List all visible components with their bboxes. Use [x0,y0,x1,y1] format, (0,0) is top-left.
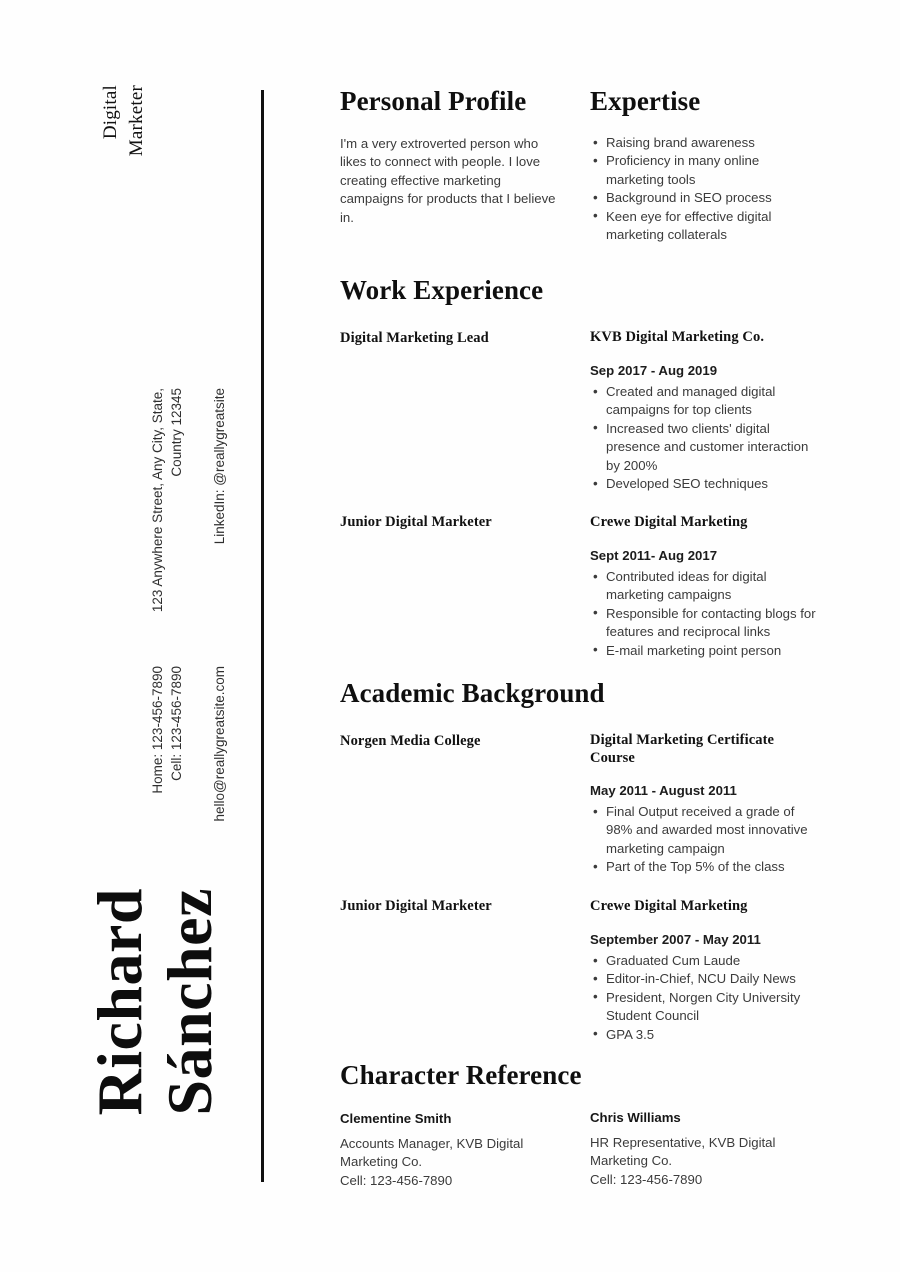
list-item: • Editor-in-Chief, NCU Daily News [606,970,818,988]
expertise-heading: Expertise [590,86,701,116]
work-entry-1-dates: Sep 2017 - Aug 2019 [590,363,718,378]
sidebar [0,0,262,1272]
linkedin-handle[interactable]: LinkedIn: @reallygreatsite [212,388,227,545]
academic-entry-detail [590,897,818,1044]
phone-home[interactable]: Home: 123-456-7890 [150,666,165,794]
list-item: • E-mail marketing point person [606,642,818,660]
name-first: Richard [84,888,155,1116]
work-entry-2-company: Crewe Digital Marketing [590,514,748,530]
reference-1-cell: Cell: 123-456-7890 [340,1172,453,1188]
main-content [340,0,900,1272]
work-experience-heading: Work Experience [340,275,544,305]
list-item: • Created and managed digital campaigns for top clients [606,383,818,420]
work-entry-1-role: Digital Marketing Lead [340,330,489,346]
work-entry-role [340,513,565,531]
list-item: • Background in SEO process [606,189,818,207]
list-item: • Keen eye for effective digital marketing collaterals [606,208,818,245]
reference-2-role-line-2: Marketing Co. [590,1153,673,1169]
work-entry-2-role: Junior Digital Marketer [340,514,492,530]
list-item: • President, Norgen City University Student Council [606,989,818,1026]
job-title-line-2: Marketer [126,85,147,157]
academic-entry-1-institution: Norgen Media College [340,733,481,749]
reference-1-name: Clementine Smith [340,1111,452,1126]
list-item: • Increased two clients' digital presence and customer interaction by 200% [606,420,818,475]
work-entry-1-company: KVB Digital Marketing Co. [590,329,765,345]
address-line-1: 123 Anywhere Street, Any City, State, [150,388,165,613]
job-title-line-1: Digital [100,85,121,140]
work-entry-role [340,329,565,347]
academic-background-heading: Academic Background [340,678,605,708]
academic-entry-2-institution: Junior Digital Marketer [340,898,492,914]
list-item: • Responsible for contacting blogs for features and reciprocal links [606,605,818,642]
work-entry-2-bullets [590,568,818,660]
vertical-divider-line [261,90,264,1182]
email-address[interactable]: hello@reallygreatsite.com [212,666,227,822]
reference-1-role-line-2: Marketing Co. [340,1154,423,1170]
address-line-2: Country 12345 [169,388,184,477]
section-expertise [590,86,818,244]
character-reference-heading-wrap [340,1060,818,1091]
list-item: • Contributed ideas for digital marketing campaigns [606,568,818,605]
reference-card [340,1110,565,1190]
work-entry-detail [590,328,818,493]
reference-1-role-line-1: Accounts Manager, KVB Digital [340,1136,524,1151]
list-item: • Proficiency in many online marketing tools [606,152,818,189]
phone-cell[interactable]: Cell: 123-456-7890 [169,666,184,781]
personal-profile-heading: Personal Profile [340,86,527,116]
reference-card [590,1109,818,1189]
reference-2-name: Chris Williams [590,1110,681,1125]
academic-entry-1-bullets [590,803,818,877]
personal-profile-text: I'm a very extroverted person who likes to connect with people. I love creating effective marketing campaigns for products that I believe in. [340,136,556,225]
section-personal-profile [340,86,565,227]
list-item: • Part of the Top 5% of the class [606,858,818,876]
list-item: • Raising brand awareness [606,134,818,152]
list-item: • Developed SEO techniques [606,475,818,493]
work-entry-detail [590,513,818,660]
academic-entry-1-dates: May 2011 - August 2011 [590,783,737,798]
reference-2-cell: Cell: 123-456-7890 [590,1171,703,1187]
work-entry-2-dates: Sept 2011- Aug 2017 [590,548,718,563]
character-reference-heading: Character Reference [340,1060,582,1090]
academic-entry-detail [590,731,818,877]
list-item: • Graduated Cum Laude [606,952,818,970]
academic-entry-2-program: Crewe Digital Marketing [590,898,748,914]
academic-entry-2-bullets [590,952,818,1044]
academic-entry-2-dates: September 2007 - May 2011 [590,932,761,947]
list-item: • Final Output received a grade of 98% and awarded most innovative marketing campaign [606,803,818,858]
reference-2-role-line-1: HR Representative, KVB Digital [590,1135,776,1150]
academic-entry-1-program: Digital Marketing Certificate Course [590,732,775,766]
academic-background-heading-wrap [340,678,818,709]
academic-entry-institution [340,897,565,915]
list-item: • GPA 3.5 [606,1026,818,1044]
name-last: Sánchez [154,888,225,1116]
work-experience-heading-wrap [340,275,818,306]
work-entry-1-bullets [590,383,818,493]
academic-entry-institution [340,732,565,750]
expertise-list [590,134,818,244]
